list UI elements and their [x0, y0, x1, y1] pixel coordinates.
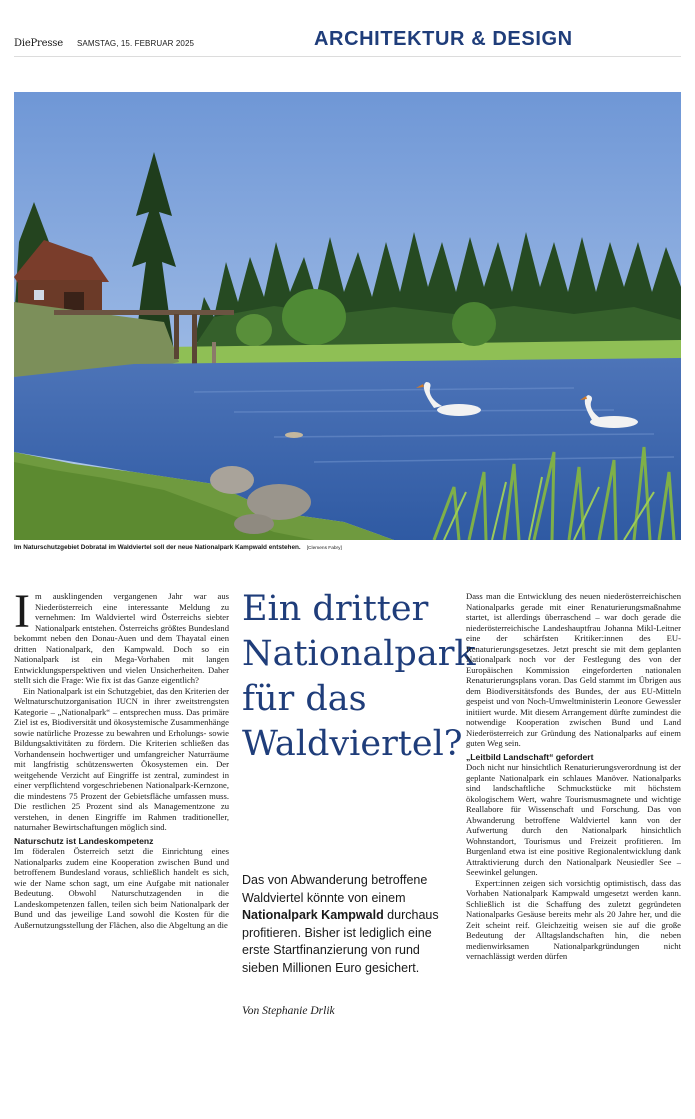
- article-column-left: [14, 591, 229, 1119]
- photo-caption: [14, 544, 681, 551]
- paragraph: Im föderalen Österreich setzt die Einrichtung eines Nationalparks zudem eine Kooperation zwischen Bund und betroffenem Bundesland voraus, schließlich handelt es sich, wie der Name schon sagt, um eine Aufgabe mit nationaler Bedeutung. Obwohl Naturschutzagenden in die Landeskompetenzen fallen, teilen sich beim Nationalpark der Bund und das jeweilige Land sowohl die Kosten für die Außernutzungsstellung der Flächen, also die Abgeltung an die: [14, 846, 229, 930]
- header-rule: [14, 56, 681, 57]
- paragraph: Im ausklingenden vergangenen Jahr war aus Niederösterreich eine interessante Meldung zu vernehmen: Im Waldviertel wird Österreichs siebter Nationalpark entstehen. Österreichs größtes Bundesland bekommt neben den Donau-Auen und dem Thayatal einen dritten Nationalpark, den Kampwald. Doch so ein Nationalpark ist ein Mega-Vorhaben mit langen Entwicklungsperspektiven und vielen Unsicherheiten. Daher stellt sich die Frage: Wie fix ist das Ganze eigentlich?: [14, 591, 229, 685]
- lead-highlight: Nationalpark Kampwald: [242, 908, 384, 923]
- newspaper-logo: DiePresse: [14, 38, 63, 49]
- article-lead: Das von Abwanderung betroffene Waldviertel könnte von einem Nationalpark Kampwald durchaus profitieren. Bisher ist lediglich eine erste Startfinanzierung von rund sieben Millionen Euro gesichert.: [242, 873, 439, 975]
- subheading: „Leitbild Landschaft“ gefordert: [466, 751, 594, 762]
- issue-date: SAMSTAG, 15. FEBRUAR 2025: [77, 39, 195, 48]
- photo-credit: [Clemens Fabry]: [306, 546, 342, 551]
- paragraph: Dass man die Entwicklung des neuen niederösterreichischen Nationalparks gerade mit einer Renaturierungsmaßnahme startet, ist allerdings überraschend – war doch gerade die niederösterreichische Landeshauptfrau Johanna Mikl-Leitner eine der schärfsten Kritiker:innen des EU-Renaturierungsgesetzes. Jetzt prescht sie mit dem geplanten Nationalpark noch vor der Festlegung des von der Europäischen Kommission eingeforderten nationalen Renaturierungsplans voran. Das Geld stammt im Übrigen aus dem Biodiversitätsfonds des Bundes, der aus EU-Mitteln gespeist und von Noch-Umweltministerin Leonore Gewessler initiiert wurde. Mit diesem Arrangement dürfte zumindest die notwendige Kooperation zwischen Bund und Land Niederösterreich zur Gründung des Nationalparks auf einem guten Weg sein.: [466, 591, 681, 748]
- lake-landscape-image: [14, 92, 681, 540]
- paragraph: Expert:innen zeigen sich vorsichtig optimistisch, dass das Vorhaben Nationalpark Kampwald umgesetzt werden kann. Schließlich ist die Schaffung des zuletzt gegründeten Nationalparks Gesäuse bereits mehr als 20 Jahre her, und die Zeit scheint reif. Gleichzeitig weisen sie auf die große Bedeutung der Alltagslandschaften hin, die neben medienwirksamen Nationalparkgründungen nicht vernachlässigt werden dürfen: [466, 877, 681, 961]
- masthead: [14, 24, 681, 64]
- subheading: Naturschutz ist Landeskompetenz: [14, 835, 154, 846]
- caption-text: Im Naturschutzgebiet Dobratal im Waldviertel soll der neue Nationalpark Kampwald entstehen.: [14, 544, 301, 551]
- lead-photo: [14, 92, 681, 540]
- byline: Von Stephanie Drlik: [242, 1005, 335, 1017]
- paragraph: Doch nicht nur hinsichtlich Renaturierungsverordnung ist der geplante Nationalpark ein schlaues Manöver. Nationalparks sind landschaftliche Schmuckstücke mit höchstem ökologischem Wert, wahre Tourismusmagnete und wichtige Reallabore für Wissenschaft und Forschung. Das von Abwanderung betroffene Waldviertel kann von der Aufwertung durch den Nationalpark hinsichtlich Wohnstandort, Tourismus und Freizeit profitieren. Im Burgenland etwa ist eine positive Regionalentwicklung dank Attraktivierung durch den Nationalpark Neusiedler See – Seewinkel gelungen.: [466, 762, 681, 877]
- drop-cap: I: [14, 591, 30, 638]
- article-column-right: [466, 591, 681, 1119]
- article-headline: Ein dritter Nationalpark für das Waldviertel?: [242, 589, 476, 764]
- section-title: ARCHITEKTUR & DESIGN: [314, 28, 573, 50]
- paragraph: Ein Nationalpark ist ein Schutzgebiet, das den Kriterien der Weltnaturschutzorganisation IUCN in ihrer zweitstrengsten Kategorie – „Nationalpark“ – entsprechen muss. Das primäre Ziel ist es, Biodiversität und ökosystemische Zusammenhänge sowie natürliche Prozesse zu bewahren und Erholungs- sowie Bildungsaktivitäten zu fördern. Die Kriterien schließen das Vorhandensein hochwertiger und umfangreicher Naturräume mit langfristig schützenswerten Ökosystemen ein. Der weitgehende Verzicht auf Eingriffe ist zentral, zumindest in einer verpflichtend vorgeschriebenen Nationalpark-Kernzone, die mindestens 75 Prozent der Gebietsfläche umfassen muss. Die restlichen 25 Prozent sind als Managementzone zu verstehen, in denen Eingriffe im Rahmen traditioneller, naturnaher Bewirtschaftungen möglich sind.: [14, 685, 229, 832]
